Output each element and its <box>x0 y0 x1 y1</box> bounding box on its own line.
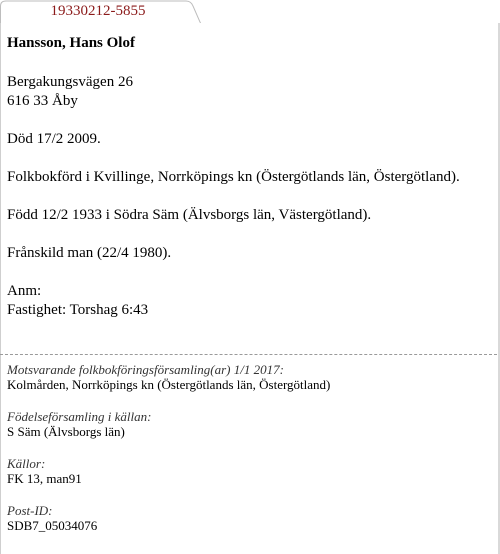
parish-value: Kolmården, Norrköpings kn (Östergötlands län, Östergötland) <box>7 377 331 392</box>
person-name: Hansson, Hans Olof <box>7 35 135 51</box>
record-content <box>7 34 492 320</box>
sources-value: FK 13, man91 <box>7 471 82 486</box>
parish-label: Motsvarande folkbokföringsförsamling(ar) 1/1 2017: <box>7 362 284 377</box>
marital-status: Frånskild man (22/4 1980). <box>7 245 172 261</box>
registration-info: Folkbokförd i Kvillinge, Norrköpings kn (Östergötlands län, Östergötland). <box>7 169 460 185</box>
address-city: 616 33 Åby <box>7 93 78 109</box>
birth-parish-label: Födelseförsamling i källan: <box>7 409 152 424</box>
section-divider <box>0 354 497 355</box>
post-id-label: Post-ID: <box>7 503 53 518</box>
address-street: Bergakungsvägen 26 <box>7 74 133 90</box>
post-id-value: SDB7_05034076 <box>7 518 98 533</box>
birth-info: Född 12/2 1933 i Södra Säm (Älvsborgs län, Västergötland). <box>7 207 372 223</box>
death-info: Död 17/2 2009. <box>7 131 101 147</box>
metadata-section <box>7 362 492 550</box>
sources-label: Källor: <box>7 456 46 471</box>
birth-parish-value: S Säm (Älvsborgs län) <box>7 424 125 439</box>
record-id-tab[interactable]: 19330212-5855 <box>50 3 146 19</box>
note-label: Anm: <box>7 283 42 299</box>
note-value: Fastighet: Torshag 6:43 <box>7 302 149 318</box>
